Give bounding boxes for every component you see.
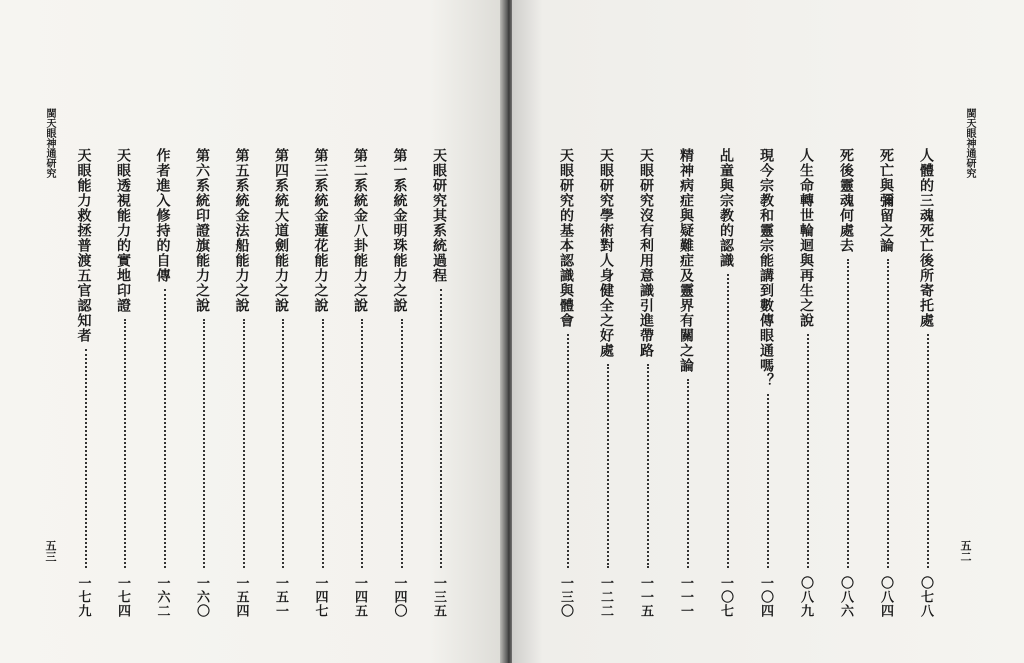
dot-leader — [322, 319, 324, 568]
dot-leader — [243, 319, 245, 568]
toc-entry-page: 一六〇 — [194, 576, 209, 618]
toc-entry-title: 死後靈魂何處去 — [838, 148, 854, 253]
dot-leader — [647, 364, 649, 568]
toc-entry-title: 第六系統印證旗能力之說 — [194, 148, 210, 313]
toc-entry-page: 一三〇 — [558, 576, 573, 618]
toc-entry-page: 一〇四 — [758, 576, 773, 618]
toc-entry-page: 一二二 — [598, 576, 613, 618]
toc-entry-title: 天眼研究其系統過程 — [431, 148, 447, 283]
toc-entry — [799, 148, 817, 618]
toc-entry-title: 第三系統金蓮花能力之說 — [312, 148, 329, 313]
toc-entry-page: 〇八四 — [878, 576, 893, 618]
toc-entry-title: 乩童與宗教的認識 — [718, 148, 734, 268]
dot-leader — [727, 274, 729, 568]
toc-entry — [759, 148, 777, 618]
toc-entry-title: 作者進入修持的自傳 — [154, 148, 171, 283]
toc-entry-page: 一七九 — [75, 576, 91, 618]
toc-entry — [559, 148, 577, 618]
toc-entry — [393, 148, 411, 618]
toc-entry — [195, 148, 213, 618]
dot-leader — [847, 259, 849, 568]
toc-entry-title: 死亡與彌留之論 — [878, 148, 894, 253]
dot-leader — [361, 319, 363, 568]
dot-leader — [887, 259, 889, 568]
toc-entry-title: 第五系統金法船能力之說 — [233, 148, 250, 313]
toc-entry — [432, 148, 450, 618]
toc-entry-title: 天眼研究的基本認識與體會 — [558, 148, 574, 328]
toc-entry — [679, 148, 697, 618]
toc-entry — [156, 148, 174, 618]
toc-entry — [839, 148, 857, 618]
toc-entry-title: 人生命轉世輪迴與再生之說 — [798, 148, 814, 328]
dot-leader — [124, 319, 126, 568]
toc-entry-page: 一一五 — [638, 576, 653, 618]
toc-entry — [235, 148, 253, 618]
toc-entry-page: 一六二 — [154, 576, 170, 618]
toc-entry-title: 天眼研究學術對人身健全之好處 — [598, 148, 614, 358]
toc-entry-page: 〇八六 — [838, 576, 853, 618]
toc-entry-page: 一四五 — [352, 576, 367, 618]
toc-entry-title: 現今宗教和靈宗能講到數傳眼通嗎？ — [758, 148, 774, 388]
toc-entry — [719, 148, 737, 618]
running-header: 閩天眼神通研究 — [964, 108, 975, 178]
toc-entry-title: 天眼能力救拯普渡五官認知者 — [75, 148, 92, 343]
toc-entry-page: 一五一 — [273, 576, 288, 618]
page-number: 五二 — [959, 540, 972, 562]
dot-leader — [687, 379, 689, 568]
toc-entry — [116, 148, 134, 618]
toc-entry-page: 一四〇 — [391, 576, 407, 618]
toc-entry-page: 〇八九 — [798, 576, 813, 618]
toc-entry-title: 人體的三魂死亡後所寄托處 — [918, 148, 934, 328]
toc-entry-page: 一四七 — [312, 576, 328, 618]
dot-leader — [567, 334, 569, 568]
running-header: 閩天眼神通研究 — [44, 108, 55, 178]
dot-leader — [401, 319, 403, 568]
dot-leader — [164, 289, 166, 568]
right-page — [512, 0, 1024, 663]
toc-entry-page: 一〇七 — [718, 576, 733, 618]
toc-entry — [919, 148, 937, 618]
dot-leader — [440, 289, 442, 568]
toc-entry — [639, 148, 657, 618]
page-number: 五三 — [44, 540, 57, 562]
toc-entry-title: 第四系統大道劍能力之說 — [273, 148, 289, 313]
toc-entry-title: 天眼透視能力的實地印證 — [115, 148, 131, 313]
toc-entry-page: 一五四 — [233, 576, 249, 618]
dot-leader — [807, 334, 809, 568]
toc-entry-title: 第一系統金明珠能力之說 — [391, 148, 408, 313]
toc-entry — [353, 148, 371, 618]
toc-entry-title: 第二系統金八卦能力之說 — [352, 148, 368, 313]
toc-entry-page: 〇七八 — [918, 576, 933, 618]
toc-entry-title: 天眼研究沒有利用意識引進帶路 — [638, 148, 654, 358]
dot-leader — [927, 334, 929, 568]
left-page — [0, 0, 506, 663]
toc-entry — [879, 148, 897, 618]
dot-leader — [282, 319, 284, 568]
toc-entry — [77, 148, 95, 618]
dot-leader — [85, 349, 87, 568]
toc-entry — [274, 148, 292, 618]
dot-leader — [607, 364, 609, 568]
toc-entry-page: 一一一 — [678, 576, 693, 618]
dot-leader — [767, 394, 769, 568]
toc-entry — [599, 148, 617, 618]
toc-entry-page: 一三五 — [431, 576, 446, 618]
toc-entry — [314, 148, 332, 618]
toc-entry-title: 精神病症與疑難症及靈界有關之論 — [678, 148, 694, 373]
dot-leader — [203, 319, 205, 568]
toc-entry-page: 一七四 — [115, 576, 130, 618]
